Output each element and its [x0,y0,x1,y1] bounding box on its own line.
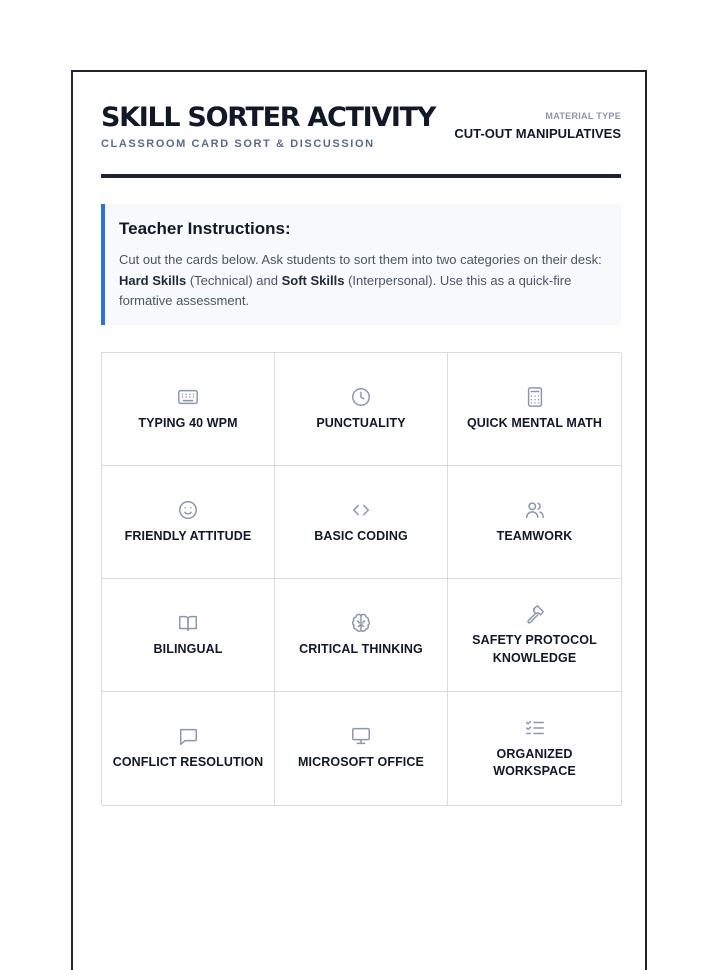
smile-icon [177,499,199,521]
worksheet-header [101,102,621,178]
card-label: CRITICAL THINKING [299,641,423,656]
hard-skills-label: Hard Skills [119,272,187,288]
skill-card [275,353,448,466]
clock-icon [350,386,372,408]
skill-card [275,692,448,806]
skill-card [102,579,275,692]
instructions-text-part-2: (Technical) and [186,272,282,288]
card-label: TYPING 40 WPM [138,415,238,430]
material-type-label: MATERIAL TYPE [545,111,621,121]
skill-card [448,466,622,579]
material-type-value: CUT-OUT MANIPULATIVES [454,126,621,141]
checklist-icon [524,717,546,739]
worksheet [71,70,647,970]
skill-card [102,466,275,579]
skill-card [448,692,622,806]
brain-icon [350,612,372,634]
instructions-text-part-1: Cut out the cards below. Ask students to sort them into two categories on their desk: [119,252,602,267]
skill-card [102,353,275,466]
users-icon [524,499,546,521]
monitor-icon [350,725,372,747]
card-label: CONFLICT RESOLUTION [112,755,264,770]
card-label: QUICK MENTAL MATH [466,415,603,430]
soft-skills-label: Soft Skills [281,272,345,288]
skill-card [448,579,622,692]
skill-card [448,353,622,466]
card-label: BILINGUAL [153,641,223,656]
instructions-title: Teacher Instructions: [119,219,291,238]
book-icon [177,612,199,634]
skill-card [102,692,275,806]
page-title: SKILL SORTER ACTIVITY [101,102,436,133]
teacher-instructions-box [101,204,621,325]
skill-card-grid [101,352,621,805]
hammer-icon [524,603,546,625]
message-icon [177,725,199,747]
card-label: BASIC CODING [314,528,408,543]
instructions-text [119,250,607,312]
card-label: FRIENDLY ATTITUDE [124,528,252,543]
card-label: SAFETY PROTOCOL KNOWLEDGE [472,633,597,665]
card-label: PUNCTUALITY [316,415,406,430]
skill-card [275,466,448,579]
page-subtitle: CLASSROOM CARD SORT & DISCUSSION [101,138,375,150]
card-label: ORGANIZED WORKSPACE [493,746,576,778]
skill-card [275,579,448,692]
card-label: TEAMWORK [496,528,573,543]
code-icon [350,499,372,521]
instructions-text-part-3: (Interpersonal). Use this as a quick-fire formative assessment. [119,272,572,308]
card-label: MICROSOFT OFFICE [298,755,424,770]
calculator-icon [524,386,546,408]
keyboard-icon [177,386,199,408]
